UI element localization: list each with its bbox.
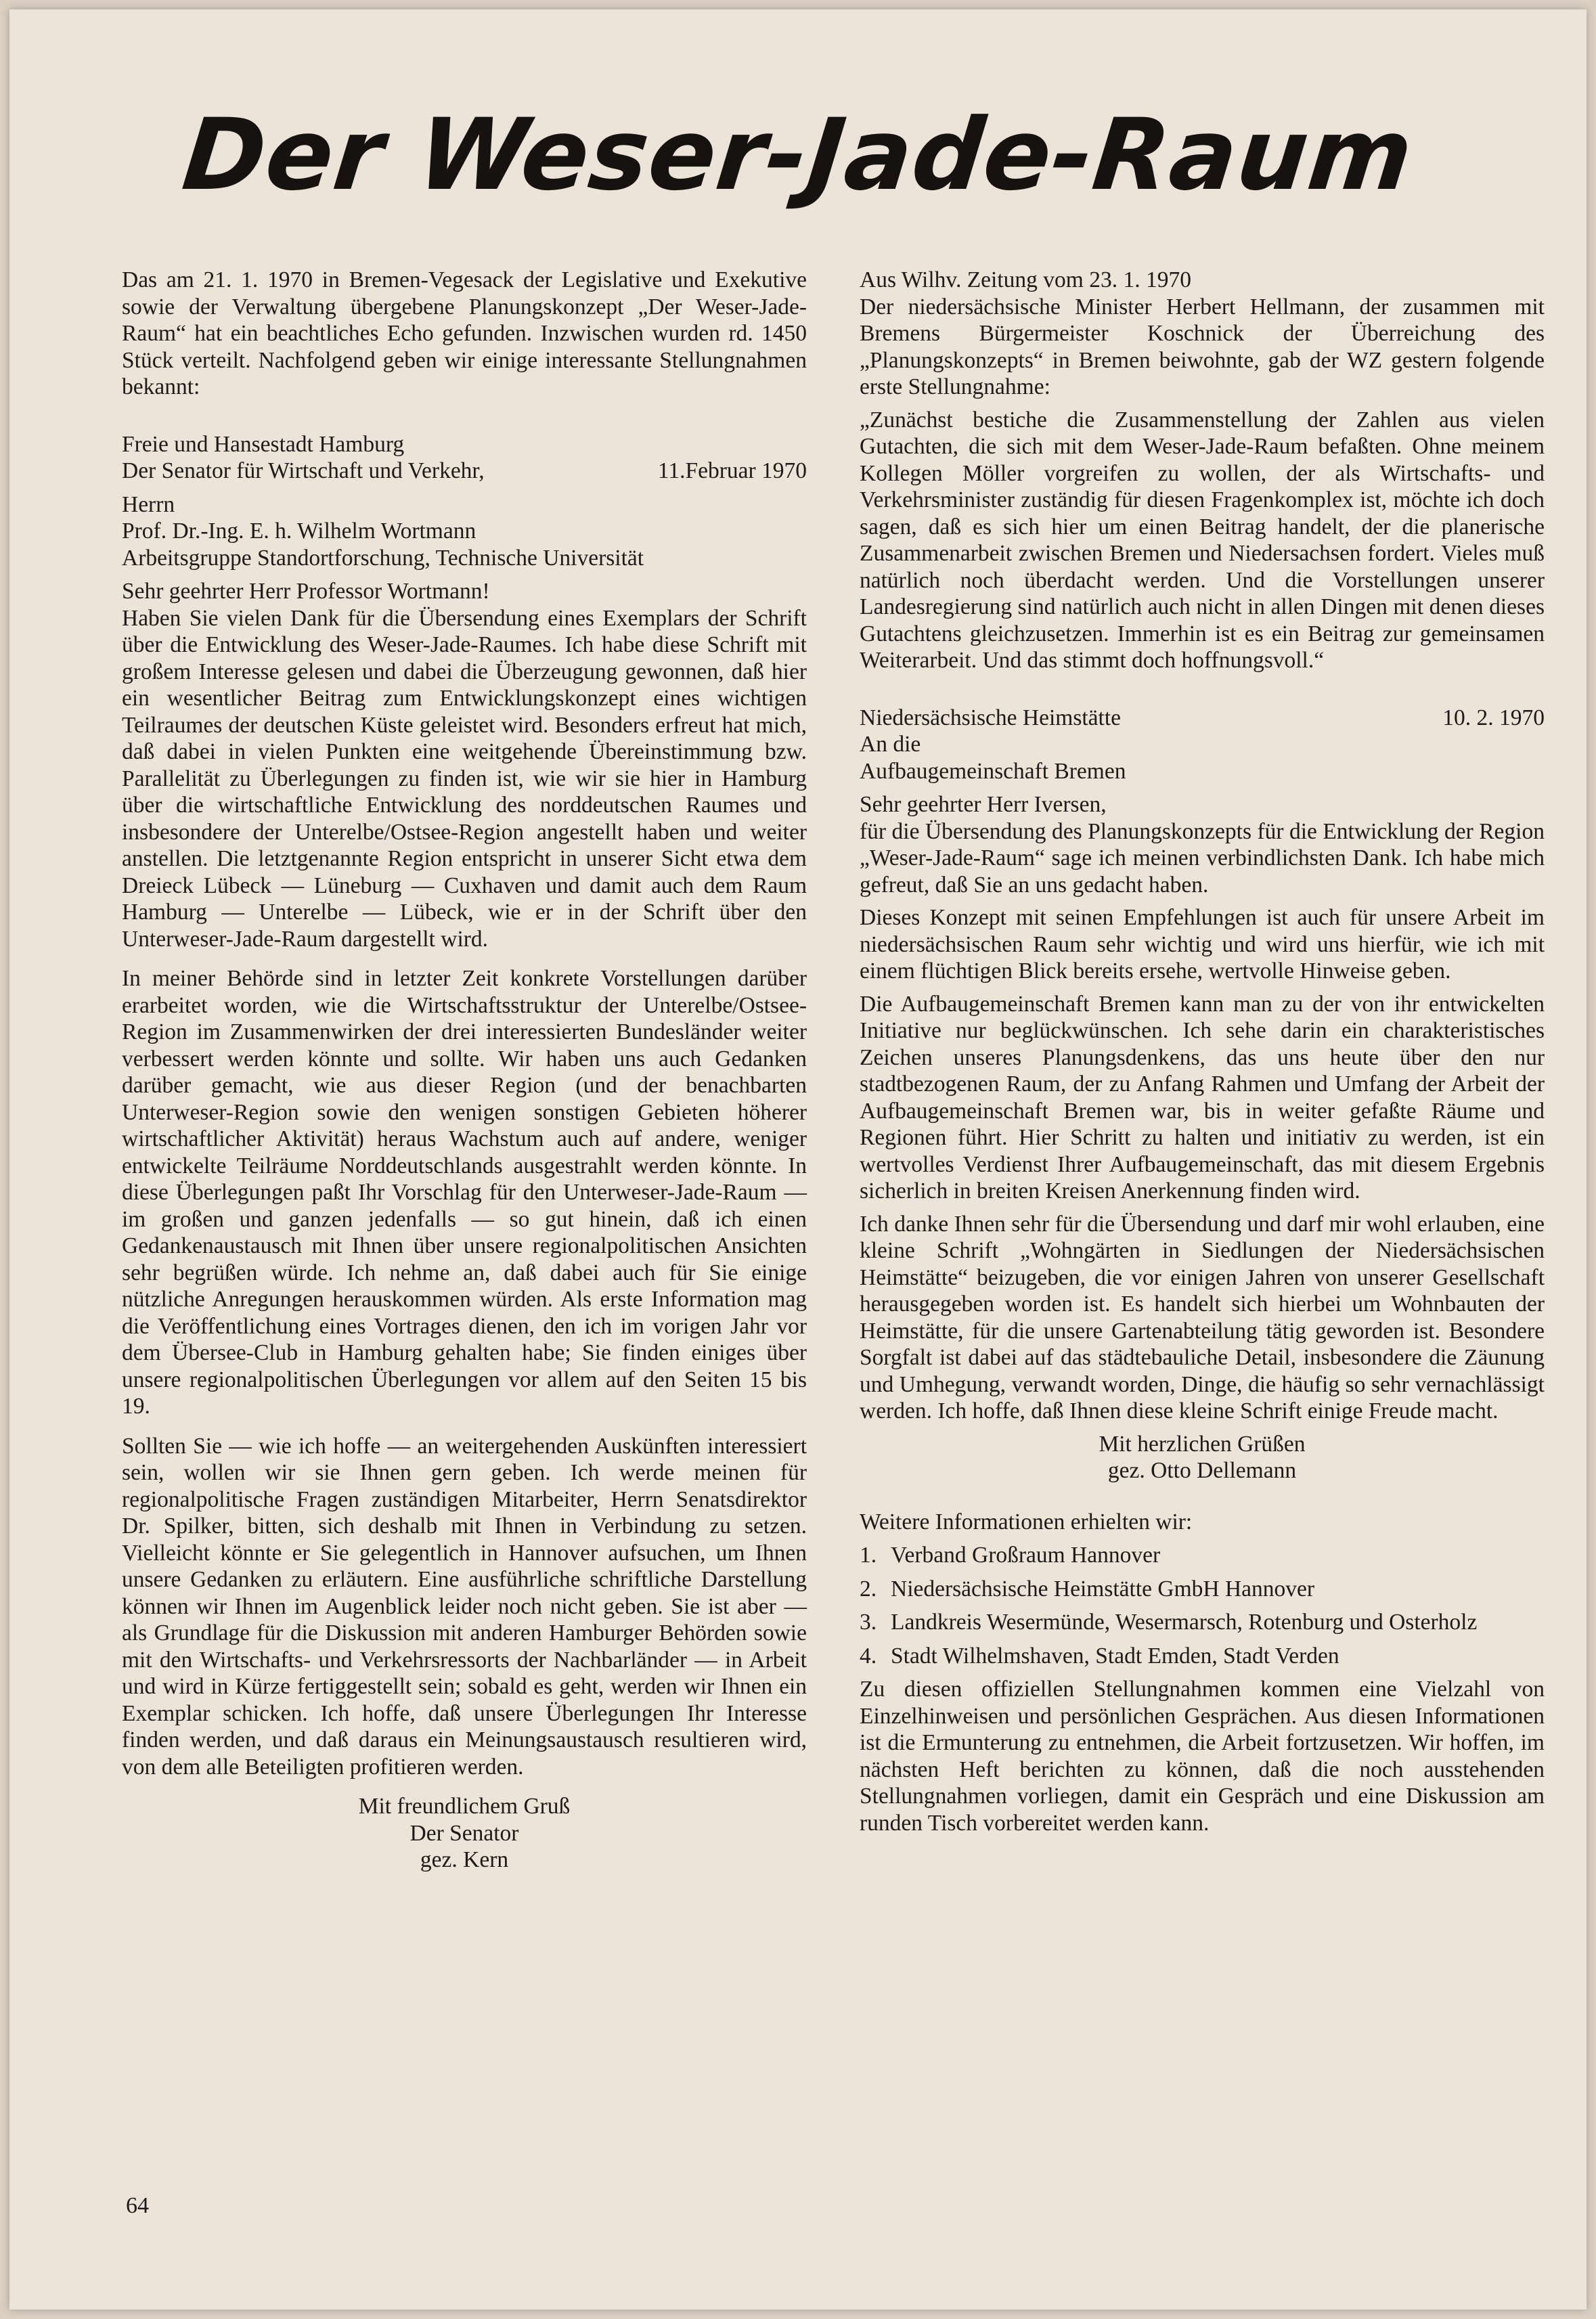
recipient-org: Arbeitsgruppe Standortforschung, Technische Universität <box>122 545 644 571</box>
minister-paragraph: Der niedersächsische Minister Herbert Hellmann, der zusammen mit Bremens Bürgermeister Koschnick der Überreichung des „Planungskonzepts“ in Bremen beiwohnte, gab der WZ gestern folgende erste Stellungnahme: <box>860 294 1545 399</box>
hamburg-signature: gez. Kern <box>420 1847 509 1872</box>
recipient-name: Prof. Dr.-Ing. E. h. Wilhelm Wortmann <box>122 518 476 544</box>
hamburg-greeting: Sehr geehrter Herr Professor Wortmann! <box>122 579 490 604</box>
hamburg-letter-date: 11.Februar 1970 <box>657 458 807 483</box>
newspaper-source: Aus Wilhv. Zeitung vom 23. 1. 1970 <box>860 267 1191 292</box>
hamburg-sender-dept: Der Senator für Wirtschaft und Verkehr, <box>122 458 485 483</box>
magazine-page <box>9 9 1587 2310</box>
further-info-heading: Weitere Informationen erhielten wir: <box>860 1509 1193 1534</box>
list-item <box>860 1609 1545 1636</box>
hamburg-closing-title: Der Senator <box>409 1820 519 1846</box>
list-item-number: 2. <box>860 1576 877 1602</box>
page-title: Der Weser-Jade-Raum <box>177 97 1419 213</box>
list-item-number: 3. <box>860 1610 877 1635</box>
heimstaette-to: An die <box>860 732 921 757</box>
heimstaette-letter-date: 10. 2. 1970 <box>1442 705 1545 730</box>
heimstaette-sender-row <box>860 705 1545 732</box>
list-item-number: 1. <box>860 1543 877 1568</box>
hamburg-paragraph-2: In meiner Behörde sind in letzter Zeit konkrete Vorstellungen darüber erarbeitet worden, wie die Wirtschaftsstruktur der Unterelbe/Ostsee-Region im Zusammenwirken der drei interessierten Bundesländer weiter verbessert werden könnte und sollte. Wir haben uns auch Gedanken darüber gemacht, wie aus dieser Region (und der benachbarten Unterweser-Region sowie den wenigen sonstigen Gebieten höherer wirtschaftlicher Aktivität) heraus Wachstum auch auf andere, weniger entwickelte Teilräume Norddeutschlands ausgestrahlt werden könnte. In diese Überlegungen paßt Ihr Vorschlag für den Unterweser-Jade-Raum — im großen und ganzen jedenfalls — so gut hinein, daß ich einen Gedankenaustausch mit Ihnen über unsere regionalpolitischen Ansichten sehr begrüßen würde. Ich nehme an, daß dabei auch für Sie einige nützliche Anregungen herauskommen würden. Als erste Information mag die Veröffentlichung eines Vortrages dienen, den ich im vorigen Jahr vor dem Übersee-Club in Hamburg gehalten habe; Sie finden einiges über unsere regionalpolitischen Überlegungen vor allem auf den Seiten 15 bis 19. <box>122 966 807 1419</box>
list-item-number: 4. <box>860 1643 877 1669</box>
list-item <box>860 1643 1545 1670</box>
heimstaette-sender: Niedersächsische Heimstätte <box>860 705 1122 730</box>
minister-quote: „Zunächst bestiche die Zusammenstellung der Zahlen aus vielen Gutachten, die sich mit dem Weser-Jade-Raum befaßten. Ohne meinem Kollegen Möller vorgreifen zu wollen, der als Wirtschafts- und Verkehrsminister zuständig für diesen Fragenkomplex ist, möchte ich doch sagen, daß es sich hier um einen Beitrag handelt, der die planerische Zusammenarbeit zwischen Bremen und Niedersachsen fordert. Vieles muß natürlich noch überdacht werden. Und die Vorstellungen unserer Landesregierung sind natürlich auch nicht in allen Dingen mit denen dieses Gutachtens gleichzusetzen. Immerhin ist es ein Beitrag zur gemeinsamen Weiterarbeit. Und das stimmt doch hoffnungsvoll.“ <box>860 407 1545 673</box>
heimstaette-to-org: Aufbaugemeinschaft Bremen <box>860 758 1126 784</box>
hamburg-sender-row <box>122 458 807 485</box>
heimstaette-greeting: Sehr geehrter Herr Iversen, <box>860 792 1107 817</box>
heimstaette-closing: Mit herzlichen Grüßen <box>1099 1431 1306 1457</box>
heimstaette-signature: gez. Otto Dellemann <box>1107 1458 1297 1483</box>
list-item-text: Niedersächsische Heimstätte GmbH Hannover <box>891 1576 1315 1602</box>
list-item-text: Verband Großraum Hannover <box>891 1543 1161 1568</box>
intro-paragraph: Das am 21. 1. 1970 in Bremen-Vegesack der Legislative und Exekutive sowie der Verwaltung übergebene Planungskonzept „Der Weser-Jade-Raum“ hat ein beachtliches Echo gefunden. Inzwischen wurden rd. 1450 Stück verteilt. Nachfolgend geben wir einige interessante Stellungnahmen bekannt: <box>122 267 807 399</box>
right-column <box>860 267 1545 1842</box>
heimstaette-paragraph-1: für die Übersendung des Planungskonzepts für die Entwicklung der Region „Weser-Jade-Raum“ sage ich meinen verbindlichsten Dank. Ich habe mich gefreut, daß Sie an uns gedacht haben. <box>860 818 1545 898</box>
further-info-list <box>860 1542 1545 1669</box>
final-paragraph: Zu diesen offiziellen Stellungnahmen kommen eine Vielzahl von Einzelhinweisen und persönlichen Gesprächen. Aus diesen Informationen ist die Ermunterung zu entnehmen, die Arbeit fortzusetzen. Wir hoffen, im nächsten Heft berichten zu können, daß die noch ausstehenden Stellungnahmen vorliegen, damit ein Gespräch und eine Diskussion am runden Tisch vorbereitet werden kann. <box>860 1677 1545 1836</box>
hamburg-paragraph-1: Haben Sie vielen Dank für die Übersendung eines Exemplars der Schrift über die Entwicklung des Weser-Jade-Raumes. Ich habe diese Schrift mit großem Interesse gelesen und dabei die Überzeugung gewonnen, daß hier ein wesentlicher Beitrag zum Entwicklungskonzept eines wichtigen Teilraumes der deutschen Küste geleistet wird. Besonders erfreut hat mich, daß dabei in vielen Punkten eine weitgehende Übereinstimmung bzw. Parallelität zu Überlegungen zu finden ist, wie wir sie hier in Hamburg über die wirtschaftliche Entwicklung des norddeutschen Raumes und insbesondere der Unterelbe/Ostsee-Region angestellt haben und weiter anstellen. Die letztgenannte Region entspricht in unserer Sicht etwa dem Dreieck Lübeck — Lüneburg — Cuxhaven und damit auch dem Raum Hamburg — Unterelbe — Lübeck, wie er in der Schrift über den Unterweser-Jade-Raum dargestellt wird. <box>122 605 807 952</box>
list-item <box>860 1576 1545 1603</box>
list-item <box>860 1542 1545 1569</box>
heimstaette-paragraph-4: Ich danke Ihnen sehr für die Übersendung und darf mir wohl erlauben, eine kleine Schrift „Wohngärten in Siedlungen der Niedersächsischen Heimstätte“ beizugeben, die vor einigen Jahren von unserer Gesellschaft herausgegeben worden ist. Es handelt sich hierbei um Wohnbauten der Heimstätte, für die unsere Gartenabteilung tätig geworden ist. Besondere Sorgfalt ist dabei auf das städtebauliche Detail, insbesondere die Zäunung und Umhegung, verwandt worden, Dinge, die häufig so sehr vernachlässigt werden. Ich hoffe, daß Ihnen diese kleine Schrift einige Freude macht. <box>860 1211 1545 1423</box>
recipient-salutation: Herrn <box>122 491 175 517</box>
list-item-text: Landkreis Wesermünde, Wesermarsch, Rotenburg und Osterholz <box>891 1610 1478 1635</box>
list-item-text: Stadt Wilhelmshaven, Stadt Emden, Stadt Verden <box>891 1643 1339 1669</box>
page-number: 64 <box>126 2193 149 2218</box>
heimstaette-paragraph-2: Dieses Konzept mit seinen Empfehlungen ist auch für unsere Arbeit im niedersächsischen Raum sehr wichtig und wird uns hierfür, wie ich mit einem flüchtigen Blick bereits ersehe, wertvolle Hinweise geben. <box>860 905 1545 984</box>
hamburg-sender: Freie und Hansestadt Hamburg <box>122 431 405 457</box>
left-column <box>122 267 807 1874</box>
hamburg-closing: Mit freundlichem Gruß <box>358 1794 571 1819</box>
hamburg-paragraph-3: Sollten Sie — wie ich hoffe — an weitergehenden Auskünften interessiert sein, wollen wir sie Ihnen gern geben. Ich werde meinen für regionalpolitische Fragen zuständigen Mitarbeiter, Herrn Senatsdirektor Dr. Spilker, bitten, sich deshalb mit Ihnen in Verbindung zu setzen. Vielleicht könnte er Sie gelegentlich in Hannover aufsuchen, um Ihnen unsere Gedanken zu erläutern. Eine ausführliche schriftliche Darstellung können wir Ihnen im Augenblick leider noch nicht geben. Sie ist aber — als Grundlage für die Diskussion mit anderen Hamburger Behörden sowie mit den Wirtschafts- und Verkehrsressorts der Nachbarländer — in Arbeit und wird in Kürze fertiggestellt sein; sobald es geht, werden wir Ihnen ein Exemplar schicken. Ich hoffe, daß unsere Überlegungen Ihr Interesse finden werden, und daß daraus ein Meinungsaustausch resultieren wird, von dem alle Beteiligten profitieren werden. <box>122 1433 807 1780</box>
heimstaette-paragraph-3: Die Aufbaugemeinschaft Bremen kann man zu der von ihr entwickelten Initiative nur beglückwünschen. Ich sehe darin ein charakteristisches Zeichen unseres Planungsdenkens, das uns heute über den nur stadtbezogenen Raum, der zu Anfang Rahmen und Umfang der Arbeit der Aufbaugemeinschaft Bremen war, bis in weiter gefaßte Räume und Regionen führt. Hier Schritt zu halten und initiativ zu werden, ist ein wertvolles Verdienst Ihrer Aufbaugemeinschaft, das mit diesem Ergebnis sicherlich in breiten Kreisen Anerkennung finden wird. <box>860 991 1545 1203</box>
